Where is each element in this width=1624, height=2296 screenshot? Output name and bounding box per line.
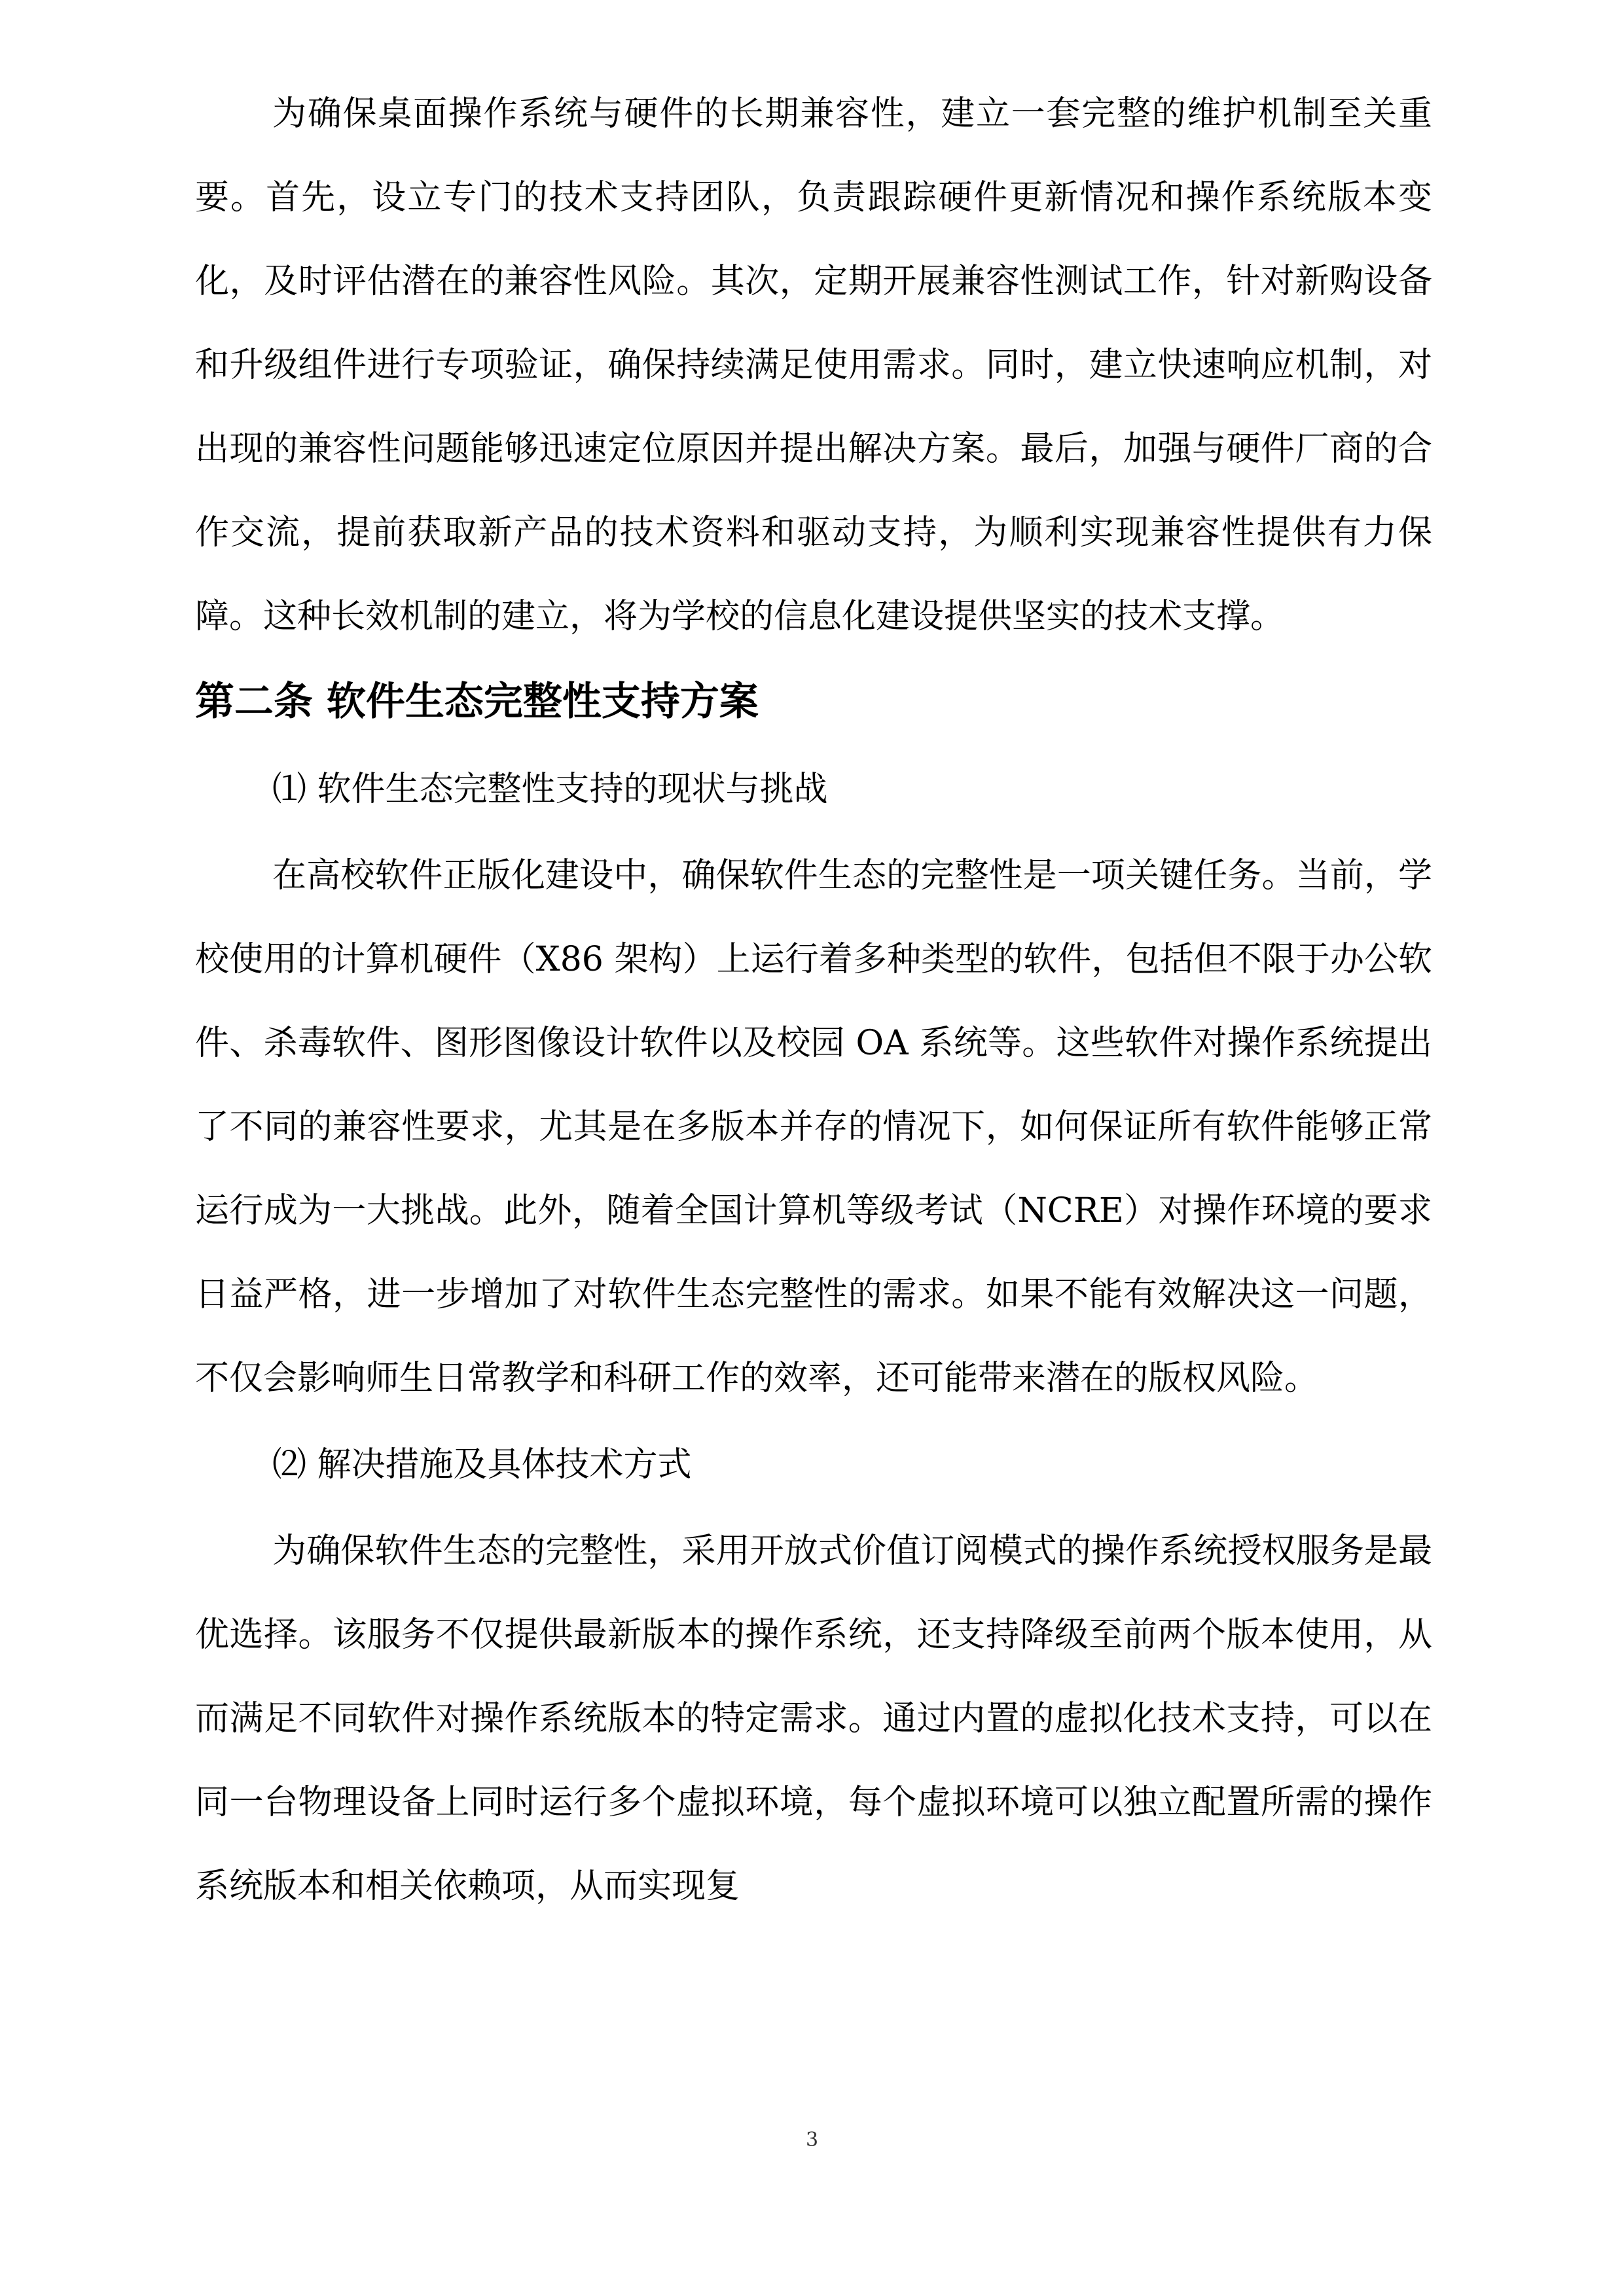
section-heading: 第二条 软件生态完整性支持方案: [195, 679, 759, 725]
subsection-heading: ⑵ 解决措施及具体技术方式: [272, 1445, 692, 1484]
page-number: 3: [805, 2128, 819, 2151]
subsection-heading: ⑴ 软件生态完整性支持的现状与挑战: [272, 770, 828, 809]
page-content: [195, 72, 1432, 1928]
body-paragraph: 为确保桌面操作系统与硬件的长期兼容性，建立一套完整的维护机制至关重要。首先，设立专门的技术支持团队，负责跟踪硬件更新情况和操作系统版本变化，及时评估潜在的兼容性风险。其次，定期开展兼容性测试工作，针对新购设备和升级组件进行专项验证，确保持续满足使用需求。同时，建立快速响应机制，对出现的兼容性问题能够迅速定位原因并提出解决方案。最后，加强与硬件厂商的合作交流，提前获取新产品的技术资料和驱动支持，为顺利实现兼容性提供有力保障。这种长效机制的建立，将为学校的信息化建设提供坚实的技术支撑。: [195, 94, 1432, 636]
body-paragraph: 在高校软件正版化建设中，确保软件生态的完整性是一项关键任务。当前，学校使用的计算机硬件（X86 架构）上运行着多种类型的软件，包括但不限于办公软件、杀毒软件、图形图像设计软件以及校园 OA 系统等。这些软件对操作系统提出了不同的兼容性要求，尤其是在多版本并存的情况下，如何保证所有软件能够正常运行成为一大挑战。此外，随着全国计算机等级考试（NCRE）对操作环境的要求日益严格，进一步增加了对软件生态完整性的需求。如果不能有效解决这一问题，不仅会影响师生日常教学和科研工作的效率，还可能带来潜在的版权风险。: [195, 856, 1432, 1398]
body-paragraph: 为确保软件生态的完整性，采用开放式价值订阅模式的操作系统授权服务是最优选择。该服务不仅提供最新版本的操作系统，还支持降级至前两个版本使用，从而满足不同软件对操作系统版本的特定需求。通过内置的虚拟化技术支持，可以在同一台物理设备上同时运行多个虚拟环境，每个虚拟环境可以独立配置所需的操作系统版本和相关依赖项，从而实现复: [195, 1532, 1432, 1906]
